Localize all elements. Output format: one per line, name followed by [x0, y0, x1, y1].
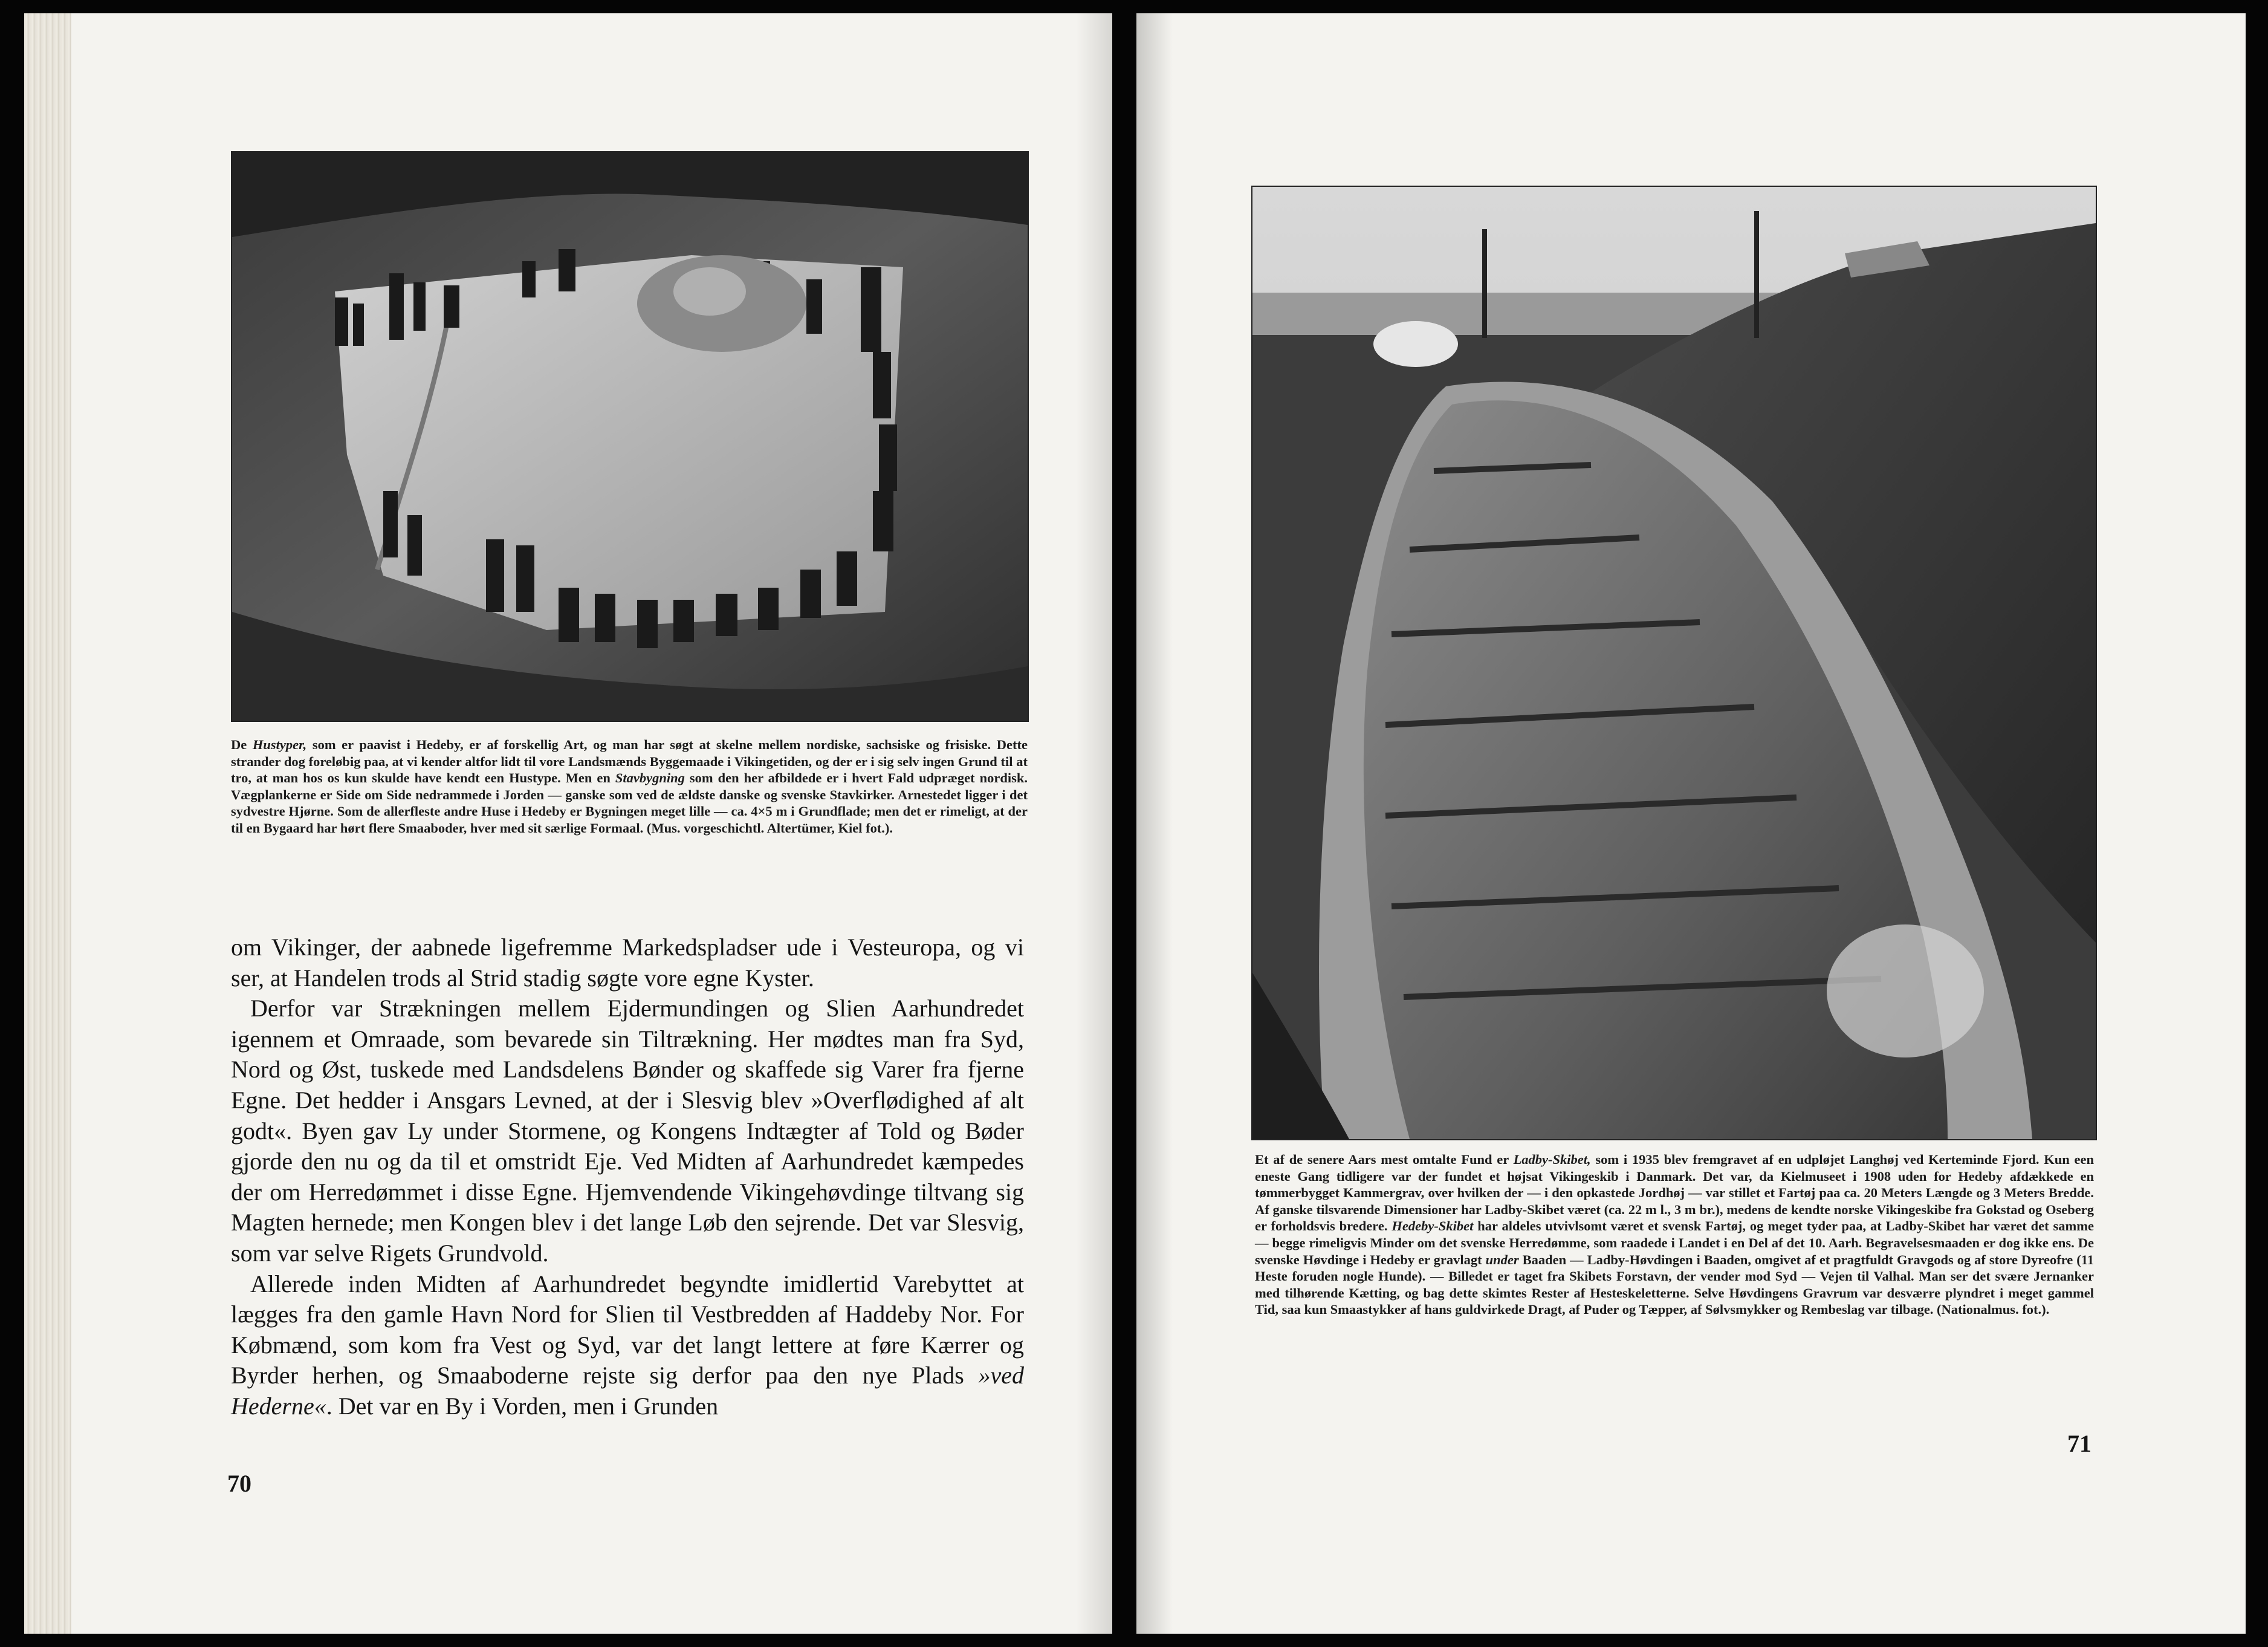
text-run: Et af de senere Aars mest omtalte Fund er: [1255, 1152, 1514, 1167]
left-page: [24, 13, 1112, 1634]
page-edges: [24, 13, 71, 1634]
italic-text: »ved Hederne«: [231, 1362, 1024, 1420]
excavated-house-foundation-icon: [232, 152, 1028, 721]
text-run: har aldeles utvivlsomt været et svensk Fartøj, og meget tyder paa, at Ladby-Skibet har været det samme — begge rimeligvis Minder om det svenske Herredømme, som raadede i Landet i en Del af det 10. Aarh. Begravelsesmaaden er dog ikke ens. De svenske Høvdinge i Hedeby er gravlagt: [1255, 1218, 2095, 1267]
text-run: Allerede inden Midten af Aarhundredet begyndte imidlertid Varebyttet at lægges fra den gamle Havn Nord for Slien til Vestbredden af Haddeby Nor. For Købmænd, som kom fra Vest og Syd, var det langt lettere at føre Kærrer og Byrder herhen, og Smaaboderne rejste sig derfor paa den nye Plads: [231, 1270, 1024, 1389]
ship-burial-excavation-icon: [1252, 187, 2096, 1139]
text-run: som i 1935 blev fremgravet af en udpløjet Langhøj ved Kerteminde Fjord. Kun een eneste Gang tidligere var der fundet et højsat Vikingeskib i Danmark. Det var, da Kielmuseet i 1908 uden for Hedeby afdækkede en tømmerbygget Kammergrav, over hvilken der — i den opkastede Jordhøj — var stillet et Fartøj paa ca. 20 Meters Længde og 3 Meters Bredde. Af ganske tilsvarende Dimensioner har Ladby-Skibet været (ca. 22 m l., 3 m br.), medens de kendte norske Vikingeskibe fra Gokstad og Oseberg er forholdsvis bredere.: [1255, 1152, 2094, 1234]
italic-text: Hedeby-Skibet: [1392, 1218, 1474, 1234]
figure-caption: [231, 736, 1028, 837]
italic-text: under: [1485, 1252, 1519, 1267]
text-run: som er paavist i Hedeby, er af forskellig Art, og man har søgt at skelne mellem nordiske, sachsiske og frisiske. Dette strander dog foreløbig paa, at vi kender altfor lidt til vore Landsmænds Byggemaade i Vikingetiden, og der er i sig selv ingen Grund til at tro, at man hos os kun skulde have kendt een Hustype. Men en: [231, 737, 1028, 786]
paragraph: [231, 932, 1024, 993]
text-run: . Det var en By i Vorden, men i Grunden: [326, 1392, 719, 1420]
text-run: De: [231, 737, 253, 752]
italic-text: Ladby-Skibet,: [1513, 1152, 1591, 1167]
italic-text: Stavbygning: [615, 770, 685, 786]
figure-caption: [1255, 1151, 2094, 1318]
ship-burial-photo: [1251, 186, 2097, 1140]
page-number: 71: [2067, 1430, 2091, 1457]
house-foundation-photo: [231, 151, 1029, 722]
right-page: [1136, 13, 2246, 1634]
text-run: som den her afbildede er i hvert Fald udpræget nordisk. Vægplankerne er Side om Side nedrammede i Jorden — ganske som ved de ældste danske og svenske Stavkirker. Arnestedet ligger i det sydvestre Hjørne. Som de allerfleste andre Huse i Hedeby er Bygningen meget lille — ca. 4×5 m i Grundflade; men det er rimeligt, at der til en Bygaard har hørt flere Smaaboder, hver med sit særlige Formaal. (Mus. vorgeschichtl. Altertümer, Kiel fot.).: [231, 770, 1028, 836]
text-run: Baaden — Ladby-Høvdingen i Baaden, omgivet af et pragtfuldt Gravgods og af store Dyreofre (11 Heste foruden nogle Hunde). — Billedet er taget fra Skibets Forstavn, der vender mod Syd — Vejen til Valhal. Man ser det svære Jernanker med tilhørende Kætting, og bag dette skimtes Rester af Hesteskeletterne. Selve Høvdingens Gravrum var desværre plyndret i meget gammel Tid, saa kun Smaastykker af hans guldvirkede Dragt, af Puder og Tæpper, af Sølvsmykker og Rembeslag var tilbage. (Nationalmus. fot.).: [1255, 1252, 2094, 1317]
body-text: [231, 932, 1024, 1422]
page-number: 70: [227, 1470, 251, 1497]
paragraph: [231, 993, 1024, 1269]
paragraph: [231, 1269, 1024, 1422]
text-run: Derfor var Strækningen mellem Ejdermundingen og Slien Aarhundredet igennem et Omraade, som bevarede sin Tiltrækning. Her mødtes man fra Syd, Nord og Øst, tuskede med Landsdelens Bønder og skaffede sig Varer fra fjerne Egne. Det hedder i Ansgars Levned, at der i Slesvig blev »Overflødighed af alt godt«. Byen gav Ly under Stormene, og Kongens Indtægter af Told og Bøder gjorde den nu og da til et omstridt Eje. Ved Midten af Aarhundredet kæmpedes der om Herredømmet i disse Egne. Hjemvendende Vikingehøvdinge tiltvang sig Magten hernede; men Kongen blev i det lange Løb den sejrende. Det var Slesvig, som var selve Rigets Grundvold.: [231, 995, 1024, 1267]
text-run: om Vikinger, der aabnede ligefremme Markedspladser ude i Vesteuropa, og vi ser, at Handelen trods al Strid stadig søgte vore egne Kyster.: [231, 934, 1024, 992]
italic-text: Hustyper,: [252, 737, 307, 752]
